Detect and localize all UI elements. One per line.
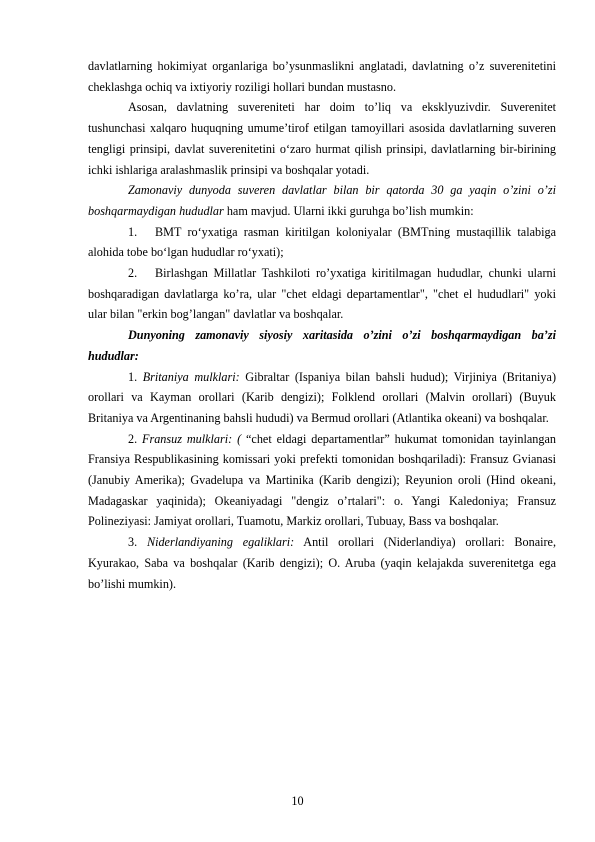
list-item-un-colonies	[88, 222, 556, 263]
list-item-text: Gibraltar (Ispaniya bilan bahsli hudud); Virjiniya (Britaniya) orollari va Kayman orollari (Karib dengizi); Folklend orollari (Malvin orollari) (Buyuk Britaniya va Argentinaning bahsli hududi) va Bermud orollari (Atlantika okeani) va boshqalar.	[88, 369, 556, 425]
list-item-non-un	[88, 263, 556, 325]
list-item-text: BMT ro‘yxatiga rasman kiritilgan koloniyalar (BMTning mustaqillik talabiga alohida tobe bo‘lgan hududlar ro‘yxati);	[88, 224, 556, 260]
list-item-text: Antil orollari (Niderlandiya) orollari: Bonaire, Kyurakao, Saba va boshqalar (Karib dengizi); O. Aruba (yaqin kelajakda suverenitetga ega bo’lishi mumkin).	[88, 535, 556, 591]
list-item-number: 2.	[128, 431, 138, 446]
list-item-number: 1.	[128, 224, 138, 239]
list-item-italic-title: Britaniya mulklari:	[142, 369, 240, 384]
list-item-number: 3.	[128, 535, 138, 550]
document-body	[88, 56, 556, 594]
list-item-italic-title: Fransuz mulklari: (	[142, 431, 242, 446]
section-heading: Dunyoning zamonaviy siyosiy xaritasida o’zini o’zi boshqarmaydigan ba’zi hududlar:	[88, 328, 556, 363]
list-item-french	[88, 429, 556, 533]
paragraph-territories-intro	[88, 180, 556, 221]
list-item-number: 2.	[128, 266, 138, 281]
territories-intro-rest: ham mavjud. Ularni ikki guruhga bo’lish mumkin:	[223, 203, 474, 218]
paragraph-sovereignty: Asosan, davlatning suvereniteti har doim to’liq va eksklyuzivdir. Suverenitet tushunchasi xalqaro huquqning umume’tirof etilgan tamoyillari asosida davlatlarning suveren tengligi prinsipi, davlat suverenitetini o‘zaro hurmat qilish prinsipi, davlatlarning bir-birining ichki ishlariga aralashmaslik prinsipi va boshqalar yotadi.	[88, 100, 556, 177]
list-item-british	[88, 367, 556, 429]
list-item-number: 1.	[128, 369, 138, 384]
territories-intro-italic: Zamonaviy dunyoda suveren davlatlar bilan bir qatorda 30 ga yaqin o’zini o’zi boshqarmaydigan hududlar	[88, 183, 556, 218]
list-item-text: Birlashgan Millatlar Tashkiloti ro’yxatiga kiritilmagan hududlar, chunki ularni boshqaradigan davlatlarga ko’ra, ular "chet eldagi departamentlar", "chet el hududlari" yoki ular bilan "erkin bog’langan" davlatlar va boshqalar.	[88, 266, 556, 322]
list-item-text: “chet eldagi departamentlar” hukumat tomonidan tayinlangan Fransiya Respublikasining komissari yoki prefekti tomonidan boshqariladi): Fransuz Gvianasi (Janubiy Amerika); Gvadelupa va Martinika (Karib dengizi); Reyunion oroli (Hind okeani, Madagaskar yaqinida); Okeaniyadagi "dengiz o’rtalari": o. Yangi Kaledoniya; Fransuz Polineziyasi: Jamiyat orollari, Tuamotu, Markiz orollari, Tubuay, Bass va boshqalar.	[88, 431, 556, 529]
page-number: 10	[291, 794, 304, 808]
list-item-dutch	[88, 532, 556, 594]
paragraph-continuation: davlatlarning hokimiyat organlariga bo’ysunmaslikni anglatadi, davlatning o’z suverenitetini cheklashga ochiq va ixtiyoriy roziligi hollari bundan mustasno.	[88, 59, 556, 94]
list-item-italic-title: Niderlandiyaning egaliklari:	[146, 535, 295, 550]
